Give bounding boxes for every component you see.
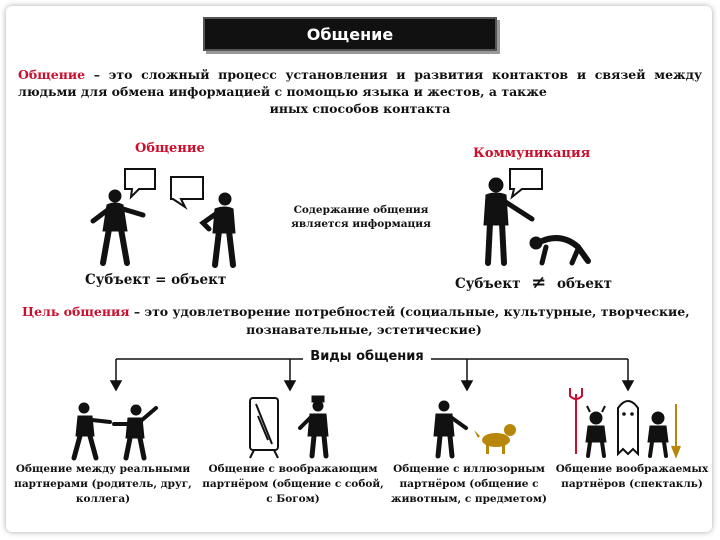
- real-partners-illustration: [70, 398, 170, 460]
- ghost-icon: [618, 401, 638, 454]
- broom-icon: [672, 404, 680, 456]
- dog-icon: [474, 424, 516, 454]
- left-heading: Общение: [135, 141, 205, 156]
- devil-icon: [586, 406, 606, 456]
- content-note: Содержание общения является информация: [291, 204, 431, 230]
- person-figure-icon: [648, 412, 668, 456]
- type-caption-imaginary: Общение воображаемых партнёров (спектакль): [555, 463, 709, 490]
- goal-term: Цель общения: [22, 304, 130, 319]
- person-figure-icon: [114, 405, 156, 458]
- right-caption-subject: Субъект: [455, 276, 521, 292]
- left-caption: Субъект = объект: [85, 272, 227, 288]
- right-caption-object: объект: [556, 276, 613, 292]
- type-caption-imagining: Общение с воображающим партнёром (общение с собой, с Богом): [202, 463, 384, 505]
- definition-term: Общение: [18, 67, 86, 82]
- person-figure-icon: [434, 401, 466, 456]
- definition-body: – это сложный процесс установления и развития контактов и связей между людьми для обмена информацией с помощью языка и жестов, а также: [18, 67, 702, 99]
- imaginary-partners-illustration: [566, 384, 686, 460]
- goal-body: – это удовлетворение потребностей (социальные, культурные, творческие,: [129, 304, 690, 319]
- right-heading: Коммуникация: [473, 146, 591, 161]
- definition-last-line: иных способов контакта: [269, 101, 451, 116]
- person-figure-icon: [300, 396, 328, 456]
- not-equal-sign: ≠: [531, 272, 547, 293]
- slide-title: Общение: [203, 17, 497, 51]
- illusory-partner-illustration: [430, 398, 520, 460]
- imagined-partner-illustration: [246, 394, 336, 460]
- trident-icon: [570, 388, 582, 454]
- mirror-icon: [250, 398, 278, 458]
- goal-last-line: познавательные, эстетические): [246, 322, 482, 337]
- type-caption-real: Общение между реальными партнерами (родитель, друг, коллега): [14, 463, 192, 505]
- types-title: Виды общения: [303, 349, 431, 364]
- person-figure-icon: [74, 403, 110, 458]
- type-caption-illusory: Общение с иллюзорным партнёром (общение с животным, с предметом): [391, 463, 547, 505]
